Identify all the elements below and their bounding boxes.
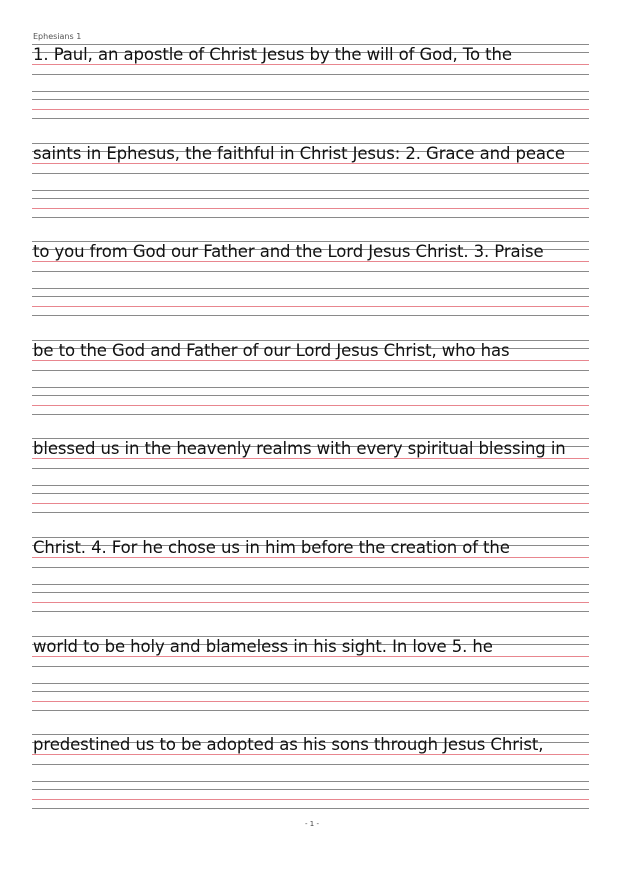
guide-line-gray (32, 74, 589, 75)
writing-block (32, 340, 589, 416)
writing-block (32, 241, 589, 317)
guide-line-gray (32, 288, 589, 289)
guide-line-gray (32, 99, 589, 100)
verse-text-line: predestined us to be adopted as his sons through Jesus Christ, (33, 735, 544, 754)
writing-block (32, 734, 589, 810)
guide-line-gray (32, 666, 589, 667)
guide-line-gray (32, 789, 589, 790)
guide-line-gray (32, 808, 589, 809)
verse-text-line: world to be holy and blameless in his sight. In love 5. he (33, 637, 493, 656)
writing-block (32, 44, 589, 120)
guide-line-red (32, 306, 589, 307)
guide-line-gray (32, 764, 589, 765)
guide-line-gray (32, 512, 589, 513)
guide-line-gray (32, 198, 589, 199)
verse-text-line: be to the God and Father of our Lord Jesus Christ, who has (33, 341, 510, 360)
verse-text-line: to you from God our Father and the Lord Jesus Christ. 3. Praise (33, 242, 544, 261)
guide-line-gray (32, 414, 589, 415)
guide-line-red (32, 208, 589, 209)
guide-line-gray (32, 710, 589, 711)
guide-line-gray (32, 387, 589, 388)
writing-block (32, 537, 589, 613)
guide-line-gray (32, 683, 589, 684)
guide-line-gray (32, 271, 589, 272)
guide-line-gray (32, 781, 589, 782)
guide-line-gray (32, 217, 589, 218)
verse-text-line: blessed us in the heavenly realms with every spiritual blessing in (33, 439, 566, 458)
guide-line-gray (32, 296, 589, 297)
guide-line-red (32, 602, 589, 603)
guide-line-gray (32, 468, 589, 469)
guide-line-gray (32, 485, 589, 486)
guide-line-gray (32, 567, 589, 568)
verse-text-line: Christ. 4. For he chose us in him before the creation of the (33, 538, 510, 557)
guide-line-gray (32, 370, 589, 371)
guide-line-gray (32, 395, 589, 396)
guide-line-gray (32, 691, 589, 692)
guide-line-red (32, 503, 589, 504)
guide-line-gray (32, 493, 589, 494)
guide-line-gray (32, 611, 589, 612)
guide-line-gray (32, 190, 589, 191)
writing-block (32, 438, 589, 514)
guide-line-gray (32, 315, 589, 316)
guide-line-red (32, 109, 589, 110)
page-number: - 1 - (305, 820, 319, 828)
verse-text-line: 1. Paul, an apostle of Christ Jesus by the will of God, To the (33, 45, 512, 64)
guide-line-gray (32, 118, 589, 119)
guide-line-red (32, 405, 589, 406)
guide-line-gray (32, 91, 589, 92)
guide-line-red (32, 701, 589, 702)
writing-block (32, 143, 589, 219)
guide-line-gray (32, 592, 589, 593)
guide-line-gray (32, 173, 589, 174)
guide-line-gray (32, 584, 589, 585)
writing-block (32, 636, 589, 712)
verse-text-line: saints in Ephesus, the faithful in Christ Jesus: 2. Grace and peace (33, 144, 565, 163)
guide-line-red (32, 799, 589, 800)
page-header: Ephesians 1 (33, 32, 82, 41)
